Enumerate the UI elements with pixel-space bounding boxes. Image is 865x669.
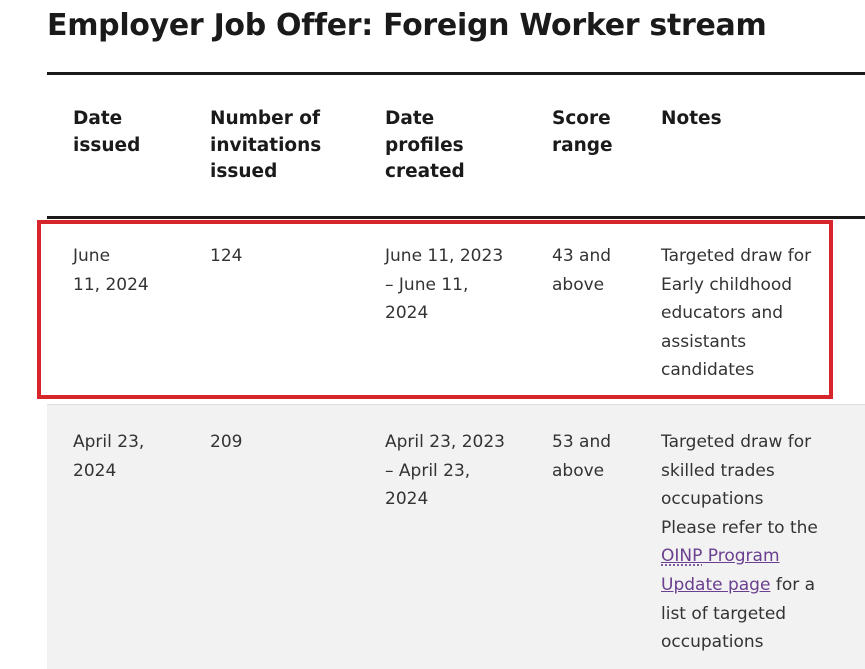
header-score-range: Score range [552, 108, 613, 156]
row2-notes: Targeted draw for skilled trades occupations Please refer to the OINP Program Update page for a list of targeted occupations [661, 428, 861, 657]
row1-notes: Targeted draw for Early childhood educators and assistants candidates [661, 246, 812, 381]
row1-date-issued: June 11, 2024 [73, 246, 149, 295]
header-notes: Notes [661, 108, 722, 129]
row2-profiles-created: April 23, 2023 – April 23, 2024 [385, 432, 505, 510]
oinp-program-update-link-cont[interactable]: Update page [661, 574, 771, 595]
row2-score-range: 53 and above [552, 432, 612, 481]
row2-invitations: 209 [210, 432, 243, 452]
header-profiles-created: Date profiles created [385, 108, 465, 182]
table-top-rule [47, 72, 865, 75]
table-header-rule [47, 216, 865, 219]
highlight-box [37, 220, 833, 399]
program-update-link-line2: Update page for a [661, 574, 816, 595]
row1-invitations: 124 [210, 246, 243, 266]
oinp-program-update-link[interactable]: OINP Program [661, 546, 780, 567]
page-heading: Employer Job Offer: Foreign Worker stream [47, 8, 767, 43]
row1-score-range: 43 and above [552, 246, 612, 295]
row2-date-issued: April 23, 2024 [73, 432, 145, 481]
program-update-link-line1 [661, 542, 861, 571]
header-date-issued: Date issued [73, 108, 141, 156]
oinp-abbreviation[interactable]: OINP [661, 546, 703, 567]
row1-profiles-created: June 11, 2023 – June 11, 2024 [385, 246, 504, 324]
header-invitations: Number of invitations issued [210, 108, 322, 182]
